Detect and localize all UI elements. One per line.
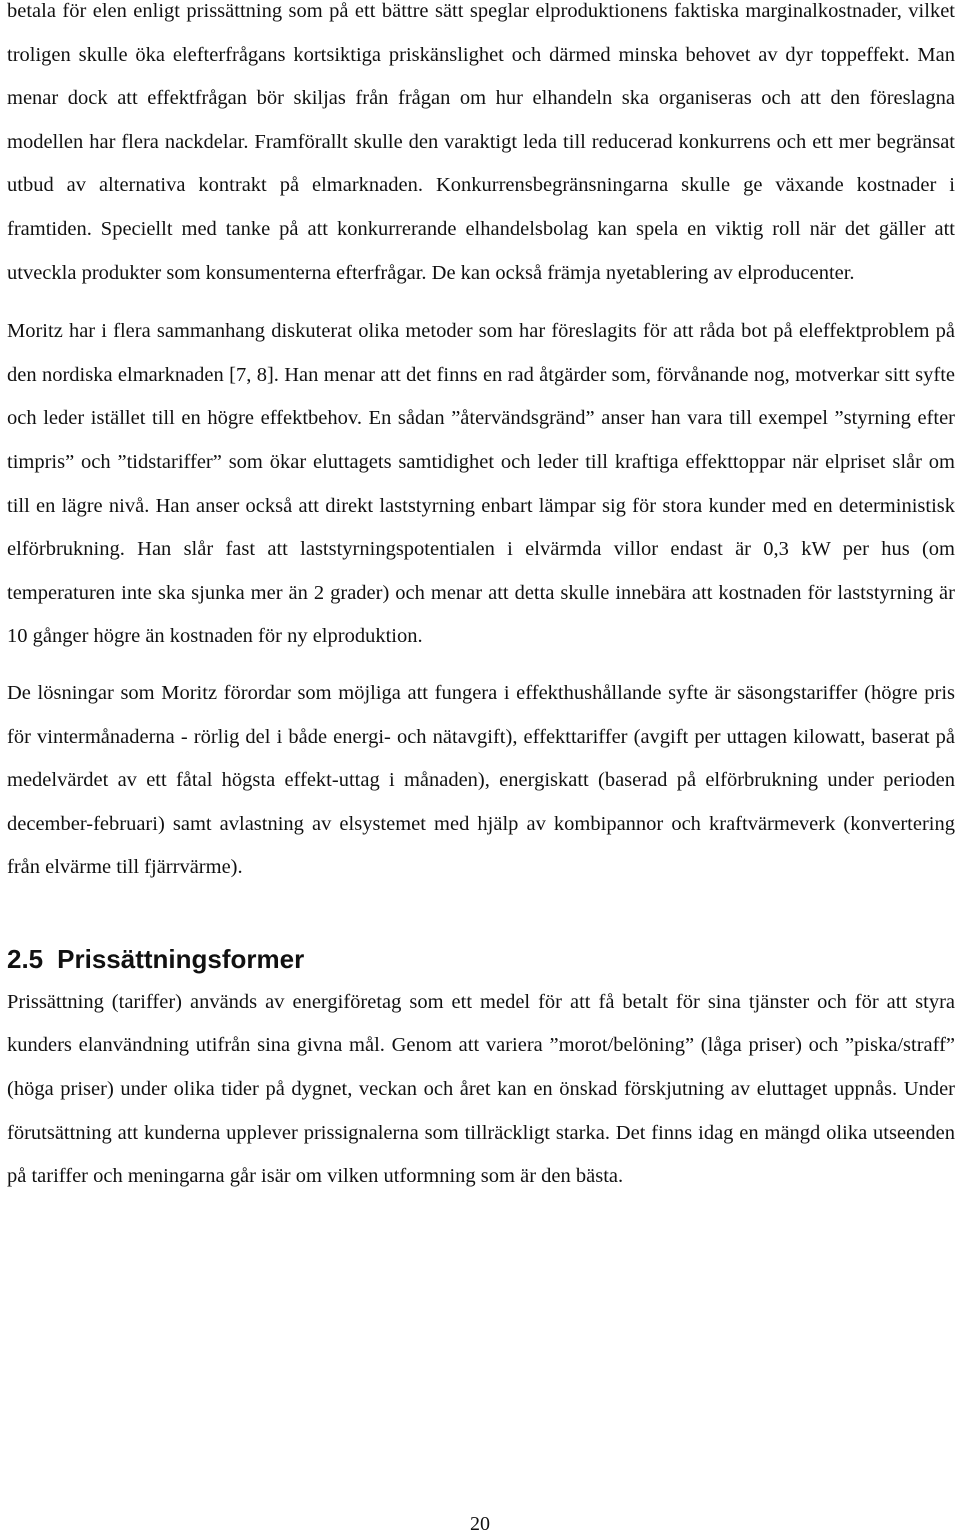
document-page [7, 0, 955, 1199]
section-title: Prissättningsformer [57, 943, 305, 974]
page-number: 20 [470, 1513, 490, 1535]
body-paragraph-1: betala för elen enligt prissättning som på ett bättre sätt speglar elproduktionens faktiska marginalkostnader, vilket troligen skulle öka elefterfrågans kortsiktiga priskänslighet och därmed minska behovet av dyr toppeffekt. Man menar dock att effektfrågan bör skiljas från frågan om hur elhandeln ska organiseras och att den föreslagna modellen har flera nackdelar. Framförallt skulle den varaktigt leda till reducerad konkurrens och ett mer begränsat utbud av alternativa kontrakt på elmarknaden. Konkurrensbegränsningarna skulle ge växande kostnader i framtiden. Speciellt med tanke på att konkurrerande elhandelsbolag kan spela en viktig roll när det gäller att utveckla produkter som konsumenterna efterfrågar. De kan också främja nyetablering av elproducenter. [7, 0, 955, 284]
body-paragraph-2: Moritz har i flera sammanhang diskuterat olika metoder som har föreslagits för att råda bot på eleffektproblem på den nordiska elmarknaden [7, 8]. Han menar att det finns en rad åtgärder som, förvånande nog, motverkar sitt syfte och leder istället till en högre effektbehov. En sådan ”återvändsgränd” anser han vara till exempel ”styrning efter timpris” och ”tidstariffer” som ökar eluttagets samtidighet och leder till kraftiga effekttoppar när elpriset slår om till en lägre nivå. Han anser också att direkt laststyrning enbart lämpar sig för stora kunder med en deterministisk elförbrukning. Han slår fast att laststyrningspotentialen i elvärmda villor endast är 0,3 kW per hus (om temperaturen inte ska sjunka mer än 2 grader) och menar att detta skulle innebära att kostnaden för laststyrning är 10 gånger högre än kostnaden för ny elproduktion. [7, 320, 955, 648]
body-paragraph-3: De lösningar som Moritz förordar som möjliga att fungera i effekthushållande syfte är säsongstariffer (högre pris för vintermånaderna - rörlig del i både energi- och nätavgift), effekttariffer (avgift per uttagen kilowatt, baserat på medelvärdet av ett fåtal högsta effekt-uttag i månaden), energiskatt (baserad på elförbrukning under perioden december-februari) samt avlastning av elsystemet med hjälp av kombipannor och kraftvärmeverk (konvertering från elvärme till fjärrvärme). [7, 681, 955, 879]
section-number: 2.5 [7, 943, 44, 974]
section-heading [7, 943, 955, 975]
section-paragraph: Prissättning (tariffer) används av energiföretag som ett medel för att få betalt för sina tjänster och för att styra kunders elanvändning utifrån sina givna mål. Genom att variera ”morot/belöning” (låga priser) och ”piska/straff” (höga priser) under olika tider på dygnet, veckan och året kan en önskad förskjutning av eluttaget uppnås. Under förutsättning att kunderna upplever prissignalerna som tillräckligt starka. Det finns idag en mängd olika utseenden på tariffer och meningarna går isär om vilken utformning som är den bästa. [7, 990, 955, 1188]
